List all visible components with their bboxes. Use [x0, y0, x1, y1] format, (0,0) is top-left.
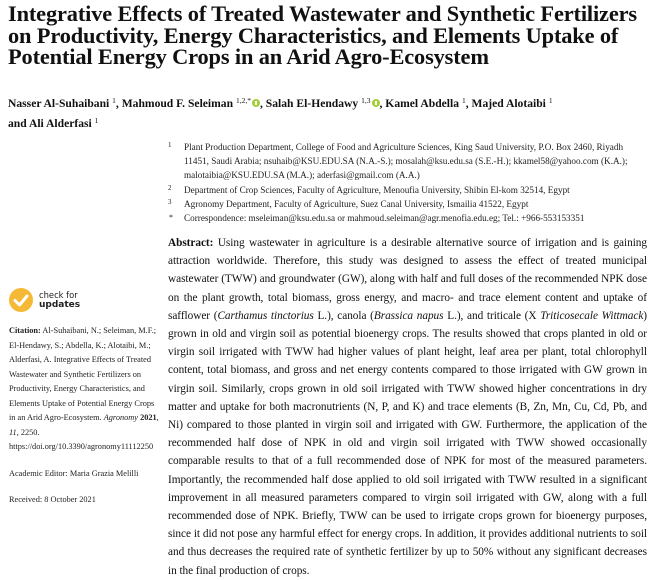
author: Majed Alotaibi $^1$	[471, 96, 553, 110]
correspondence: * Correspondence: mseleiman@ksu.edu.sa or mahmoud.seleiman@agr.menofia.edu.eg; Tel.: +966-553153351	[168, 211, 648, 225]
author: Mahmoud F. Seleiman $^{1,2,*}$ ,	[121, 96, 266, 110]
received-date: Received: 8 October 2021	[9, 495, 96, 504]
species-name: Brassica napus	[373, 309, 444, 322]
check-updates-line1: check for	[39, 290, 78, 300]
affiliation-2: 2 Department of Crop Sciences, Faculty of Agriculture, Menoufia University, Shibin El-kom 32514, Egypt	[168, 183, 648, 197]
species-name: Triticosecale Wittmack	[540, 309, 644, 322]
citation-label: Citation:	[9, 326, 41, 335]
affiliation-marker: 2	[168, 183, 172, 192]
journal-name: Agronomy	[103, 413, 138, 422]
orcid-icon[interactable]	[372, 99, 380, 107]
affiliations	[168, 140, 648, 225]
abstract-label: Abstract:	[168, 237, 214, 249]
author: and Ali Alderfasi $^1$	[8, 116, 99, 130]
affiliation-marker: 3	[168, 197, 172, 206]
doi-link[interactable]: https://doi.org/10.3390/agronomy11112250	[9, 442, 154, 451]
affiliation-marker: *	[169, 213, 173, 223]
sidebar	[9, 286, 159, 520]
author: Salah El-Hendawy $^{1,3}$ ,	[265, 96, 386, 110]
abstract: Abstract: Using wastewater in agriculture is a desirable alternative source of irrigation and is gaining attraction worldwide. Therefore, this study was designed to assess the effect of treated municipal wastewater (TWW) and groundwater (GW), along with half and full doses of the recommended NPK dose on the plant growth, total biomass, gross energy, and macro- and trace element content and uptake of safflower (Carthamus tinctorius L.), canola (Brassica napus L.), and triticale (X Triticosecale Wittmack) grown in old and virgin soil as potential bioenergy crops. The results showed that crops planted in old or virgin soil irrigated with TWW had higher values of plant height, leaf area per plant, total chlorophyll content, total biomass, and gross and net energy contents compared to those irrigated with GW grown in virgin soil. Similarly, crops grown in old soil irrigated with TWW showed higher concentrations in dry matter and uptake for both macronutrients (N, P, and K) and trace elements (B, Zn, Mn, Cu, Cd, Pb, and Ni) compared to those planted in virgin soil and irrigated with GW. Furthermore, the application of the recommended half dose of NPK in old and virgin soil irrigated with TWW showed occasionally comparable results to that of a full recommended dose of NPK for most of the measured parameters. Importantly, the recommended half dose applied to old soil irrigated with TWW resulted in a significant improvement in all measured parameters compared to virgin soil irrigated with GW, along with a full recommended dose of NPK. Briefly, TWW can be used to irrigate crops grown for bioenergy purposes, since it did not pose any harmful effect for energy crops. In addition, it provides additional nutrients to soil and thus decreases the required rate of synthetic fertilizer by up to 50% without any significant decreases in the final production of crops.	[168, 237, 648, 577]
author: Nasser Al-Suhaibani $^1$,	[8, 96, 122, 110]
author-list	[8, 92, 648, 132]
species-name: Carthamus tinctorius	[217, 309, 314, 322]
checkmark-icon	[9, 288, 33, 312]
academic-editor: Academic Editor: Maria Grazia Melilli	[9, 468, 139, 478]
affiliation-3: 3 Agronomy Department, Faculty of Agriculture, Suez Canal University, Ismailia 41522, Egypt	[168, 197, 648, 211]
check-updates-line2: updates	[39, 300, 81, 310]
paper-title: Integrative Effects of Treated Wastewater and Synthetic Fertilizers on Productivity, Energy Characteristics, and Elements Uptake of Potential Energy Crops in an Arid Agro-Ecosystem	[8, 1, 637, 69]
author: Kamel Abdella $^1$,	[385, 96, 472, 110]
citation: Citation: Al-Suhaibani, N.; Seleiman, M.F.; El-Hendawy, S.; Abdella, K.; Alotaibi, M.; Alderfasi, A. Integrative Effects of Treated Wastewater and Synthetic Fertilizers on Productivity, Energy Characteristics, and Elements Uptake of Potential Energy Crops in an Arid Agro-Ecosystem. Agronomy 2021, 11, 2250. https://doi.org/10.3390/agronomy11112250	[9, 326, 159, 451]
affiliation-marker: 1	[168, 141, 172, 149]
check-for-updates-badge[interactable]	[9, 286, 159, 314]
affiliation-1: 1 Plant Production Department, College of Food and Agriculture Sciences, King Saud University, P.O. Box 2460, Riyadh 11451, Saudi Arabia; nsuhaib@KSU.EDU.SA (N.A.-S.); mosalah@ksu.edu.sa (S.E.-H.); kkamel58@yahoo.com (K.A.); malotaibia@KSU.EDU.SA (M.A.); aderfasi@gmail.com (A.A.)	[168, 140, 648, 183]
orcid-icon[interactable]	[252, 99, 260, 107]
